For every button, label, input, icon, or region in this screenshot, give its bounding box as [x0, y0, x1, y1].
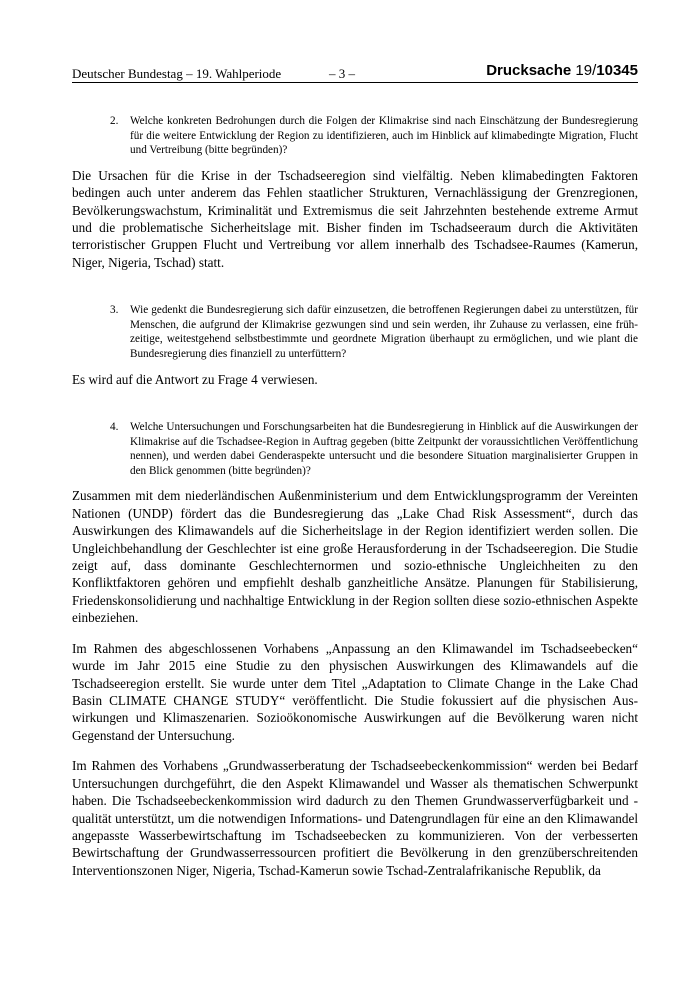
header-doc-label: Drucksache: [486, 62, 572, 79]
answer-paragraph: Im Rahmen des Vorhabens „Grundwasserberatung der Tschadseebeckenkommission“ werden bei Bedarf Untersuchungen durchgeführt, die den Aspekt Klimawandel und Wasser als thematischen Schwerpunkt haben. Die Tschadseebeckenkommission wird dadurch zu den Themen Grundwasserverfügbarkeit und -qualität unterstützt, um die notwendigen Informations- und Datengrundlagen für eine an den Klimawandel angepasste Wasserbewirtschaftung im Tschadseebecken zu kommunizieren. Von der verbesserten Bewirtschaftung der Grundwasserressourcen profitiert die Bevölkerung in den grenzüberschreitenden Interventionszonen Niger, Nigeria, Tschad-Kamerun sowie Tschad-Zentralafrikanische Republik, da: [72, 758, 638, 878]
answer-paragraph: Zusammen mit dem niederländischen Außenministerium und dem Entwicklungsprogramm der Vereinten Nationen (UNDP) fördert das die Bundesregierung das „Lake Chad Risk Assessment“, durch das Auswirkungen des Klimawandels auf die Sicherheitslage in der Region identifiziert werden sollen. Die Ungleichbehandlung der Geschlechter ist eine große Herausforderung in der Tschadseeregion. Die Studie zeigt auf, dass dominante Geschlechternormen und sozio-ethnische Ungleichheiten zu den Konfliktfaktoren gehören und empfiehlt deshalb ganzheitliche Ansätze. Planungen für Stabilisierung, Friedenskonsolidierung und nachhaltige Entwicklung in der Region sollten diese sozio-ethnischen Aspekte einbeziehen.: [72, 488, 638, 626]
header-rule: [72, 82, 638, 83]
question-text: Wie gedenkt die Bundesregierung sich dafür einzusetzen, die betroffenen Regierungen dabei zu unterstützen, für Menschen, die aufgrund der Klimakrise gezwungen sind und sein werden, ihr Zuhause zu verlassen, eine frühzeitige, weitestgehend selbstbestimmte und geordnete Migration überhaupt zu ermöglichen, und wie plant die Bundesregierung dies finanziell zu unterfüttern?: [130, 304, 638, 360]
question-number: 4.: [110, 421, 119, 433]
question-text: Welche konkreten Bedrohungen durch die Folgen der Klimakrise sind nach Einschätzung der Bundesregierung für die weitere Entwicklung der Region zu identifizieren, auch im Hinblick auf klimabedingte Migration, Flucht und Vertreibung (bitte begründen)?: [130, 115, 638, 157]
header-doc-period: 19/: [575, 62, 597, 79]
answer-paragraph: Im Rahmen des abgeschlossenen Vorhabens „Anpassung an den Klimawandel im Tschadseebecken“ wurde im Jahr 2015 eine Studie zu den physischen Auswirkungen des Klimawandels auf die Tschadseeregion erstellt. Sie wurde unter dem Titel „Adaptation to Climate Change in the Lake Chad Basin CLIMATE CHANGE STUDY“ veröffentlicht. Die Studie fokussiert auf die physischen Auswirkungen und Klimaszenarien. Sozioökonomische Auswirkungen auf die Bevölkerung waren nicht Gegenstand der Untersuchung.: [72, 640, 638, 743]
header-doc-number: 10345: [596, 62, 638, 79]
page-header: [72, 64, 638, 84]
question-number: 2.: [110, 115, 119, 127]
question-block: [72, 303, 638, 361]
answer-paragraph: Es wird auf die Antwort zu Frage 4 verwiesen.: [72, 371, 318, 387]
question-text: Welche Untersuchungen und Forschungsarbeiten hat die Bundesregierung in Hinblick auf die Auswirkungen der Klimakrise auf die Tschadsee-Region in Auftrag gegeben (bitte Zeitpunkt der voraussichtlichen Veröffentlichung nennen), und werden dabei Genderaspekte untersucht und die besondere Situation marginalisierter Gruppen in den Blick genommen (bitte begründen)?: [130, 421, 638, 477]
answer-paragraph: Die Ursachen für die Krise in der Tschadseeregion sind vielfältig. Neben klimabedingten Faktoren bedingen auch unter anderem das Fehlen staatlicher Strukturen, Vernachlässigung der Grenzregionen, Bevölkerungswachstum, Kriminalität und Extremismus die seit Jahrzehnten bestehende extreme Armut und die problematische Sicherheitslage mit. Bisher finden im Tschadseeraum durch die Aktivitäten terroristischer Gruppen Flucht und Vertreibung vor allem innerhalb des Tschadsee-Raumes (Kamerun, Niger, Nigeria, Tschad) statt.: [72, 167, 638, 270]
header-page-number: – 3 –: [329, 66, 355, 81]
question-block: [72, 114, 638, 158]
header-parliament: Deutscher Bundestag – 19. Wahlperiode: [72, 66, 282, 81]
header-document-id: [486, 62, 638, 79]
question-number: 3.: [110, 304, 119, 317]
question-block: [72, 420, 638, 478]
document-page: [72, 64, 638, 892]
